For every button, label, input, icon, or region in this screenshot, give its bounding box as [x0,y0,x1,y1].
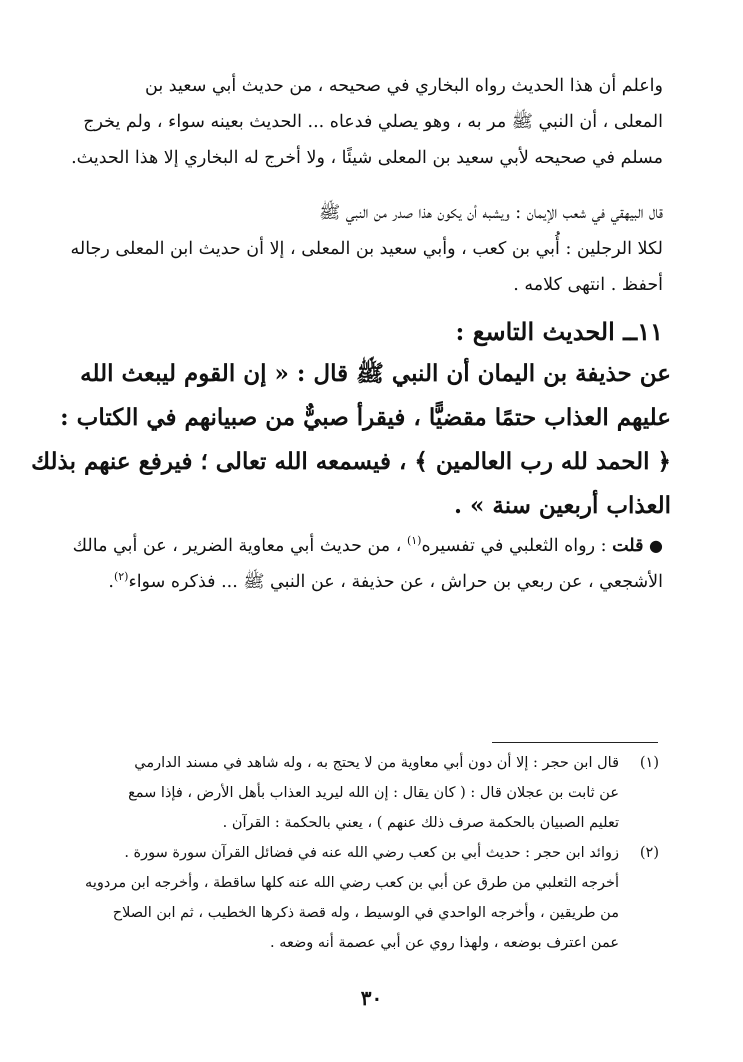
hadith-text [31,352,671,528]
sentence-end: . [108,572,114,592]
text-line: المعلى ، أن النبي ﷺ مر به ، وهو يصلي فدعاه ... الحديث بعينه سواء ، ولم يخرج [83,112,663,132]
page-number: ٣٠ [360,986,383,1010]
commentary-text: : رواه الثعلبي في تفسيره [421,536,607,556]
footnote-number: (١) [639,755,659,771]
hadith-line: عن حذيفة بن اليمان أن النبي ﷺ قال : « إن القوم ليبعث الله [80,360,671,387]
bullet-icon: ● [649,536,663,555]
section-heading: ١١ــ الحديث التاسع : [455,317,663,346]
footnote-divider [492,742,658,743]
text-line [72,528,663,564]
footnote-ref: (٢) [113,570,129,584]
footnote-number: (٢) [639,845,659,861]
footnote [82,838,659,958]
footnote-line: من طريقين ، وأخرجه الواحدي في الوسيط ، وله قصة ذكرها الخطيب ، ثم ابن الصلاح [112,905,619,921]
paragraph-bayhaqi-quote [70,195,663,303]
footnotes [82,748,659,958]
text-line: لكلا الرجلين : أُبي بن كعب ، وأبي سعيد بن المعلى ، إلا أن حديث ابن المعلى رجاله [70,239,663,259]
hadith-line: عليهم العذاب حتمًا مقضيًّا ، فيقرأ صبيٌّ من صبيانهم في الكتاب : [60,404,671,431]
footnote-line: تعليم الصبيان بالحكمة صرف ذلك عنهم ) ، يعني بالحكمة : القرآن . [222,815,619,831]
commentary-text: ، من حديث أبي معاوية الضرير ، عن أبي مالك [72,536,402,556]
hadith-line: ﴿ الحمد لله رب العالمين ﴾ ، فيسمعه الله تعالى ؛ فيرفع عنهم بذلك [31,448,671,475]
text-line: أحفظ . انتهى كلامه . [513,275,663,295]
paragraph-commentary [72,528,663,600]
footnote-line: أخرجه الثعلبي من طرق عن أبي بن كعب رضي الله عنه كلها ساقطة ، وأخرجه ابن مردويه [85,875,619,891]
footnote-line: قال ابن حجر : إلا أن دون أبي معاوية من لا يحتج به ، وله شاهد في مسند الدارمي [134,755,619,771]
footnote [82,748,659,838]
commentary-text: الأشجعي ، عن ربعي بن حراش ، عن حذيفة ، عن النبي ﷺ ... فذكره سواء [128,572,663,592]
footnote-line: عن ثابت بن عجلان قال : ( كان يقال : إن الله ليريد العذاب بأهل الأرض ، فإذا سمع [128,785,619,801]
footnote-line: عمن اعترف بوضعه ، ولهذا روي عن أبي عصمة أنه وضعه . [270,935,619,951]
text-line: واعلم أن هذا الحديث رواه البخاري في صحيحه ، من حديث أبي سعيد بن [145,76,663,96]
commentary-label: قلت [612,536,644,556]
hadith-line: العذاب أربعين سنة » . [453,492,671,519]
text-line [80,564,663,600]
text-line: قال البيهقي في شعب الإيمان : ويشبه أن يكون هذا صدر من النبي ﷺ [319,203,663,223]
paragraph-bukhari-note [71,68,663,176]
footnote-ref: (١) [406,534,422,548]
footnote-line: زوائد ابن حجر : حديث أبي بن كعب رضي الله عنه في فضائل القرآن سورة سورة . [124,845,619,861]
text-line: مسلم في صحيحه لأبي سعيد بن المعلى شيئًا ، ولا أخرج له البخاري إلا هذا الحديث. [71,148,663,168]
